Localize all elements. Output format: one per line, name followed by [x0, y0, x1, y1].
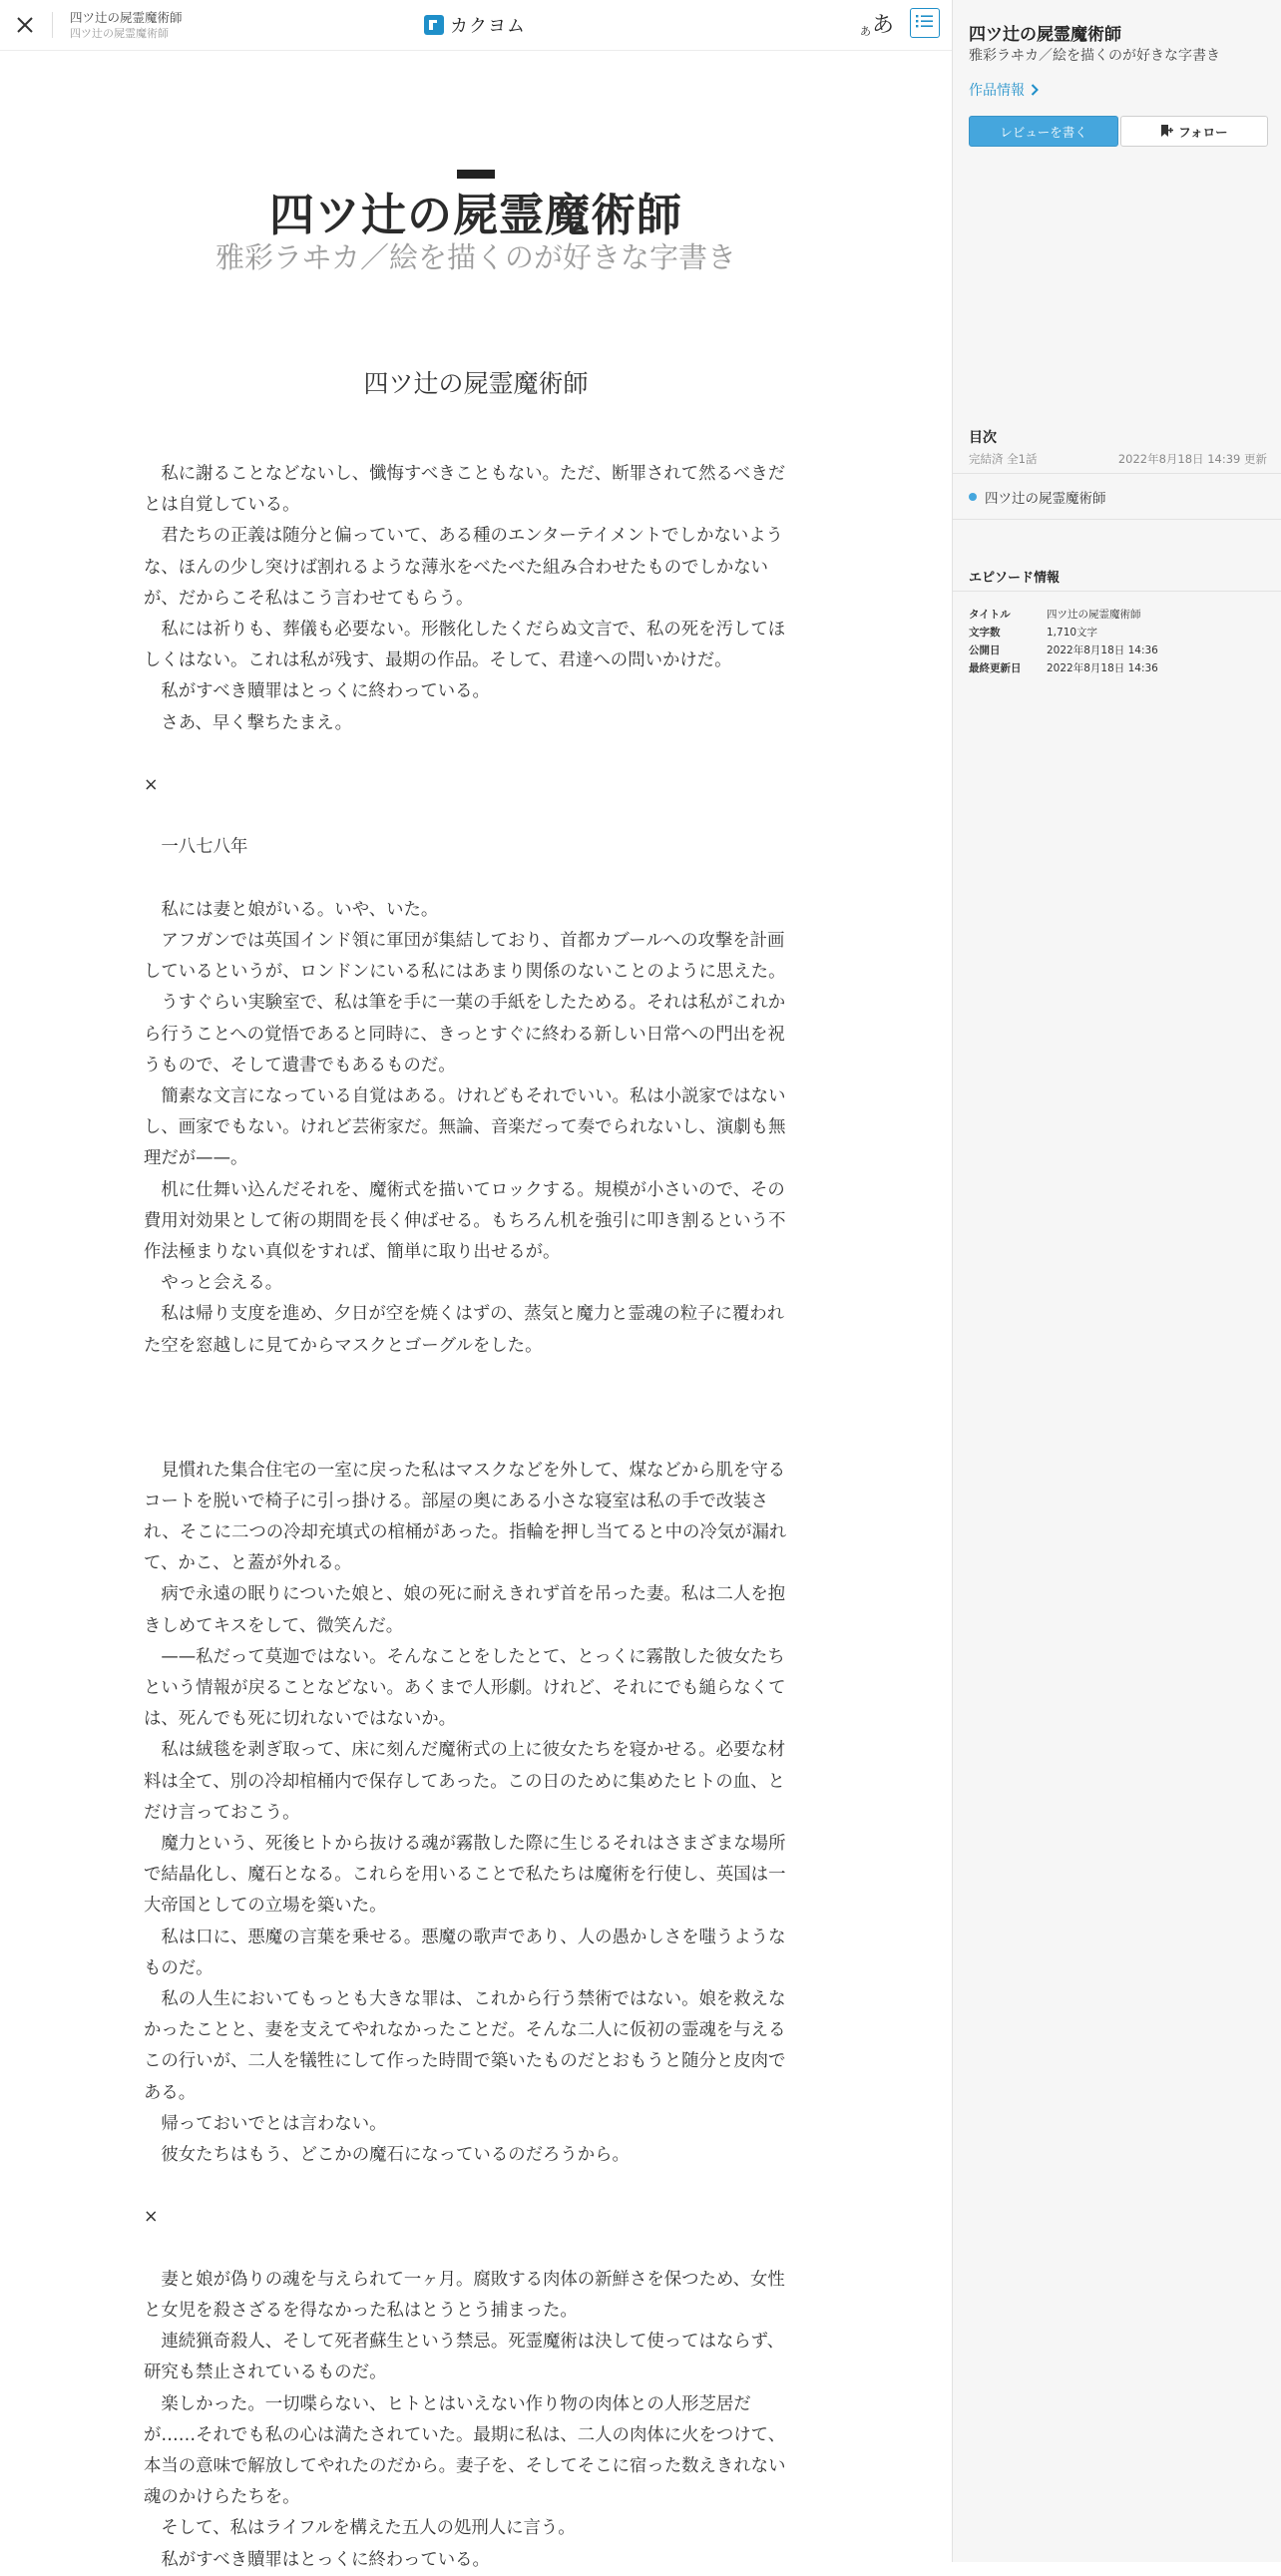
- body-paragraph: 私には妻と娘がいる。いや、いた。: [144, 899, 439, 920]
- work-author[interactable]: 雅彩ラヰカ／絵を描くのが好きな字書き: [214, 240, 736, 274]
- close-icon[interactable]: [12, 12, 38, 38]
- logo-text: カクヨム: [450, 16, 526, 37]
- body-paragraph: 妻と娘が偽りの魂を与えられて一ヶ月。腐敗する肉体の新鮮さを保つため、女性と女児を殺さざるを得なかった私はとうとう捕まった。: [144, 2269, 785, 2321]
- body-paragraph: 病で永遠の眠りについた娘と、娘の死に耐えきれず首を吊った妻。私は二人を抱きしめてキスをして、微笑んだ。: [144, 1584, 786, 1636]
- body-paragraph: [144, 801, 792, 832]
- body-paragraph: やっと会える。: [144, 1273, 283, 1294]
- body-paragraph: 簡素な文言になっている自覚はある。けれどもそれでいい。私は小説家ではないし、画家でもない。けれど芸術家だ。無論、音楽だって奏でられないし、演劇も無理だが——。: [144, 1086, 786, 1169]
- toc-status: 完結済 全1話: [969, 452, 1038, 466]
- chevron-right-icon: [1031, 84, 1039, 96]
- body-paragraph: さあ、早く撃ちたまえ。: [144, 712, 353, 733]
- sidebar-work-title[interactable]: 四ツ辻の屍霊魔術師: [969, 25, 1121, 45]
- divider: [953, 591, 1281, 592]
- episode-info-row: [969, 605, 1158, 623]
- kakuyomu-logo-icon: [424, 15, 444, 35]
- body-paragraph: 私は絨毯を剥ぎ取って、床に刻んだ魔術式の上に彼女たちを寝かせる。必要な材料は全て、別の冷却棺桶内で保存してあった。この日のために集めたヒトの血、とだけ言っておこう。: [144, 1740, 786, 1823]
- bookmark-plus-icon: [1160, 125, 1173, 138]
- body-paragraph: ×: [144, 2207, 159, 2228]
- toc-item-label: 四ツ辻の屍霊魔術師: [985, 491, 1106, 507]
- body-paragraph: 魔力という、死後ヒトから抜ける魂が霧散した際に生じるそれはさまざまな場所で結晶化し、魔石となる。これらを用いることで私たちは魔術を行使し、英国は一大帝国としての立場を築いた。: [144, 1833, 786, 1917]
- body-paragraph: 私に謝ることなどないし、懺悔すべきこともない。ただ、断罪されて然るべきだとは自覚している。: [144, 464, 786, 516]
- follow-label: フォロー: [1178, 124, 1228, 140]
- divider: [953, 473, 1281, 474]
- body-paragraph: 楽しかった。一切喋らない、ヒトとはいえない作り物の肉体との人形芝居だが……それでも私の心は満たされていた。最期に私は、二人の肉体に火をつけて、本当の意味で解放してやれたのだから。妻子を、そしてそこに宿った数えきれない魂のかけらたちを。: [144, 2393, 786, 2508]
- body-paragraph: 私がすべき贖罪はとっくに終わっている。: [144, 2549, 490, 2570]
- body-paragraph: [144, 1393, 792, 1424]
- body-paragraph: [144, 739, 792, 770]
- body-paragraph: [144, 1362, 792, 1393]
- work-title: 四ツ辻の屍霊魔術師: [268, 189, 682, 241]
- divider: [953, 519, 1281, 520]
- body-paragraph: [144, 2234, 792, 2265]
- episode-info-key: 文字数: [969, 626, 1001, 639]
- body-paragraph: [144, 864, 792, 895]
- body-paragraph: 彼女たちはもう、どこかの魔石になっているのだろうから。: [144, 2144, 630, 2165]
- write-review-button[interactable]: レビューを書く: [969, 116, 1118, 147]
- body-paragraph: 私は帰り支度を進め、夕日が空を焼くはずの、蒸気と魔力と霊魂の粒子に覆われた空を窓越しに見てからマスクとゴーグルをした。: [144, 1304, 785, 1356]
- font-small-label: あ: [860, 25, 871, 38]
- font-size-button[interactable]: [860, 9, 894, 39]
- sidebar-author[interactable]: 雅彩ラヰカ／絵を描くのが好きな字書き: [969, 48, 1220, 64]
- body-paragraph: 私の人生においてもっとも大きな罪は、これから行う禁術ではない。娘を救えなかったことと、妻を支えてやれなかったことだ。そんな二人に仮初の霊魂を与えるこの行いが、二人を犠牲にして作った時間で築いたものだとおもうと随分と皮肉である。: [144, 1988, 786, 2103]
- episode-info-value: 2022年8月18日 14:36: [1047, 661, 1158, 674]
- sidebar: [952, 0, 1281, 2562]
- body-paragraph: 見慣れた集合住宅の一室に戻った私はマスクなどを外して、煤などから肌を守るコートを脱いで椅子に引っ掛ける。部屋の奥にある小さな寝室は私の手で改装され、そこに二つの冷却充填式の棺桶があった。指輪を押し当てると中の冷気が漏れて、かこ、と蓋が外れる。: [144, 1460, 787, 1574]
- episode-body: [144, 459, 792, 2576]
- episode-info-key: 公開日: [969, 644, 1001, 656]
- reader-header: [0, 0, 952, 51]
- body-paragraph: 私がすべき贖罪はとっくに終わっている。: [144, 681, 490, 702]
- header-work-title[interactable]: 四ツ辻の屍霊魔術師: [70, 10, 183, 25]
- body-paragraph: [144, 2171, 792, 2202]
- episode-info-key: 最終更新日: [969, 661, 1022, 674]
- follow-button[interactable]: [1120, 116, 1268, 147]
- kakuyomu-logo[interactable]: [424, 12, 526, 38]
- episode-info-value: 2022年8月18日 14:36: [1047, 644, 1158, 656]
- toc-updated: 2022年8月18日 14:39 更新: [1117, 452, 1267, 466]
- header-episode-title: 四ツ辻の屍霊魔術師: [70, 27, 169, 40]
- body-paragraph: 私は口に、悪魔の言葉を乗せる。悪魔の歌声であり、人の愚かしさを嗤うようなものだ。: [144, 1927, 786, 1978]
- body-paragraph: 連続猟奇殺人、そして死者蘇生という禁忌。死霊魔術は決して使ってはならず、研究も禁止されているものだ。: [144, 2332, 785, 2383]
- episode-info-heading: エピソード情報: [969, 571, 1061, 586]
- body-paragraph: 私には祈りも、葬儀も必要ない。形骸化したくだらぬ文言で、私の死を汚してほしくはない。これは私が残す、最期の作品。そして、君達への問いかけだ。: [144, 620, 786, 671]
- work-info-label: 作品情報: [969, 83, 1025, 99]
- toc-list-icon[interactable]: [910, 8, 940, 38]
- episode-info-value: 1,710文字: [1047, 626, 1098, 639]
- body-paragraph: うすぐらい実験室で、私は筆を手に一葉の手紙をしたためる。それは私がこれから行うことへの覚悟であると同時に、きっとすぐに終わる新しい日常への門出を祝うもので、そして遺書でもあるものだ。: [144, 993, 786, 1075]
- body-paragraph: 机に仕舞い込んだそれを、魔術式を描いてロックする。規模が小さいので、その費用対効果として術の期間を長く伸ばせる。もちろん机を強引に叩き割るという不作法極まりない真似をすれば、簡単に取り出せるが。: [144, 1179, 786, 1263]
- episode-info-row: [969, 641, 1158, 658]
- body-paragraph: 帰っておいでとは言わない。: [144, 2113, 387, 2134]
- body-paragraph: ×: [144, 775, 159, 796]
- header-divider: [52, 12, 53, 38]
- episode-info-key: タイトル: [969, 608, 1011, 621]
- body-paragraph: 君たちの正義は随分と偏っていて、ある種のエンターテイメントでしかないような、ほんの少し突けば割れるような薄氷をべたべた組み合わせたものでしかないが、だからこそ私はこう言わせてもらう。: [144, 526, 784, 609]
- font-big-label: あ: [872, 13, 895, 38]
- title-accent-bar: [457, 170, 495, 179]
- toc-item-episode-1[interactable]: [969, 487, 1106, 507]
- work-info-link[interactable]: [969, 80, 1039, 100]
- episode-info-value: 四ツ辻の屍霊魔術師: [1047, 608, 1141, 621]
- episode-info-row: [969, 623, 1158, 641]
- episode-title: 四ツ辻の屍霊魔術師: [363, 369, 589, 398]
- body-paragraph: そして、私はライフルを構えた五人の処刑人に言う。: [144, 2518, 576, 2539]
- episode-info-table: [969, 605, 1158, 676]
- current-episode-dot-icon: [969, 493, 977, 501]
- body-paragraph: ——私だって莫迦ではない。そんなことをしたとて、とっくに霧散した彼女たちという情報が戻ることなどない。あくまで人形劇。けれど、それにでも縋らなくては、死んでも死に切れないではないか。: [144, 1646, 786, 1730]
- body-paragraph: アフガンでは英国インド領に軍団が集結しており、首都カブールへの攻撃を計画しているというが、ロンドンにいる私にはあまり関係のないことのように思えた。: [144, 931, 786, 983]
- body-paragraph: [144, 1424, 792, 1455]
- body-paragraph: 一八七八年: [144, 837, 248, 858]
- toc-heading: 目次: [969, 430, 997, 446]
- episode-info-row: [969, 658, 1158, 676]
